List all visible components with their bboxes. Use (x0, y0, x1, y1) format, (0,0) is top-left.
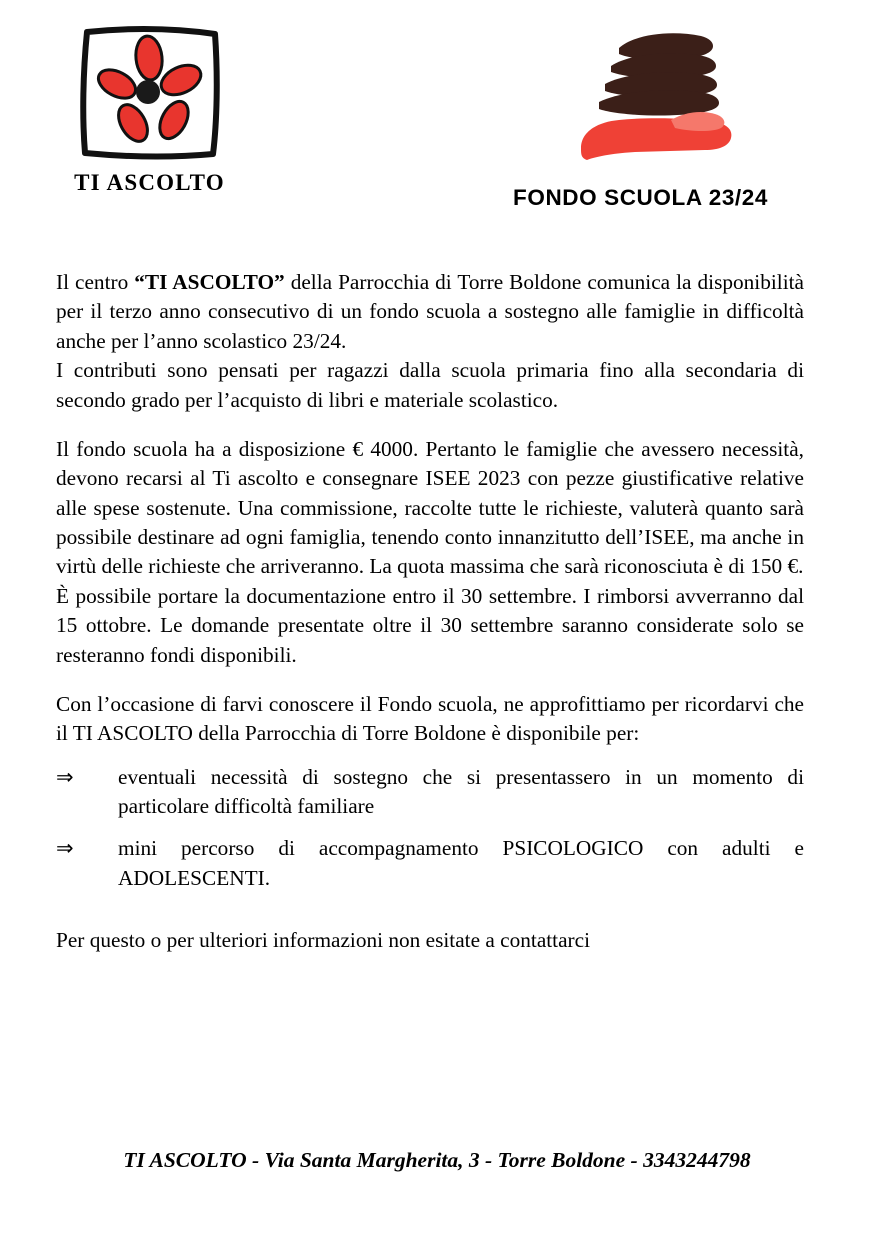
bullet-list (56, 763, 804, 894)
books-on-hand-icon (575, 28, 740, 163)
paragraph-contributions: I contributi sono pensati per ragazzi dalla scuola primaria fino alla secondaria di secondo grado per l’acquisto di libri e materiale scolastico. (56, 358, 804, 412)
flower-logo-icon (75, 22, 225, 162)
paragraph-deadlines: È possibile portare la documentazione entro il 30 settembre. I rimborsi avverranno dal 15 ottobre. Le domande presentate oltre il 30 settembre saranno considerate solo se resteranno fondi disponibili. (56, 583, 804, 667)
spacer (56, 670, 804, 690)
list-item (56, 834, 804, 893)
page-title: FONDO SCUOLA 23/24 (513, 185, 769, 210)
list-item-label: eventuali necessità di sostegno che si presentassero in un momento di particolare difficoltà familiare (118, 764, 804, 818)
ti-ascolto-logo (42, 22, 257, 196)
list-item (56, 763, 804, 822)
paragraph-contact: Per questo o per ulteriori informazioni non esitate a contattarci (56, 928, 591, 953)
document-body (56, 268, 804, 956)
intro-text-1: Il centro (56, 270, 135, 294)
double-arrow-icon: ⇒ (56, 764, 74, 789)
list-item-label: mini percorso di accompagnamento PSICOLOGICO con adulti e ADOLESCENTI. (118, 836, 804, 890)
footer-contact-line: TI ASCOLTO - Via Santa Margherita, 3 - Torre Boldone - 3343244798 (123, 1148, 751, 1172)
paragraph-intro (56, 268, 804, 356)
paragraph-availability: Con l’occasione di farvi conoscere il Fondo scuola, ne approfittiamo per ricordarvi che il TI ASCOLTO della Parrocchia di Torre Boldone è disponibile per: (56, 691, 804, 746)
document-header (0, 0, 874, 230)
double-arrow-icon: ⇒ (56, 836, 74, 861)
paragraph-fund-details: Il fondo scuola ha a disposizione € 4000. Pertanto le famiglie che avessero necessità, devono recarsi al Ti ascolto e consegnare ISEE 2023 con pezze giustificative relative alle spese sostenute. Una commissione, raccolte tutte le richieste, valuterà quanto sarà possibile destinare ad ogni famiglia, tenendo conto innanzitutto dell’ISEE, ma anche in virtù delle richieste che arriveranno. La quota massima che sarà riconosciuta è di 150 €. (56, 436, 804, 579)
spacer (56, 415, 804, 435)
spacer (56, 906, 804, 926)
logo-label: TI ASCOLTO (74, 170, 225, 195)
intro-text-2: della Parrocchia di Torre Boldone comunica la disponibilità per il terzo anno consecutivo di un fondo scuola a sostegno alle famiglie in difficoltà anche per l’anno scolastico 23/24. (56, 270, 804, 353)
intro-bold-name: “TI ASCOLTO” (134, 270, 285, 294)
